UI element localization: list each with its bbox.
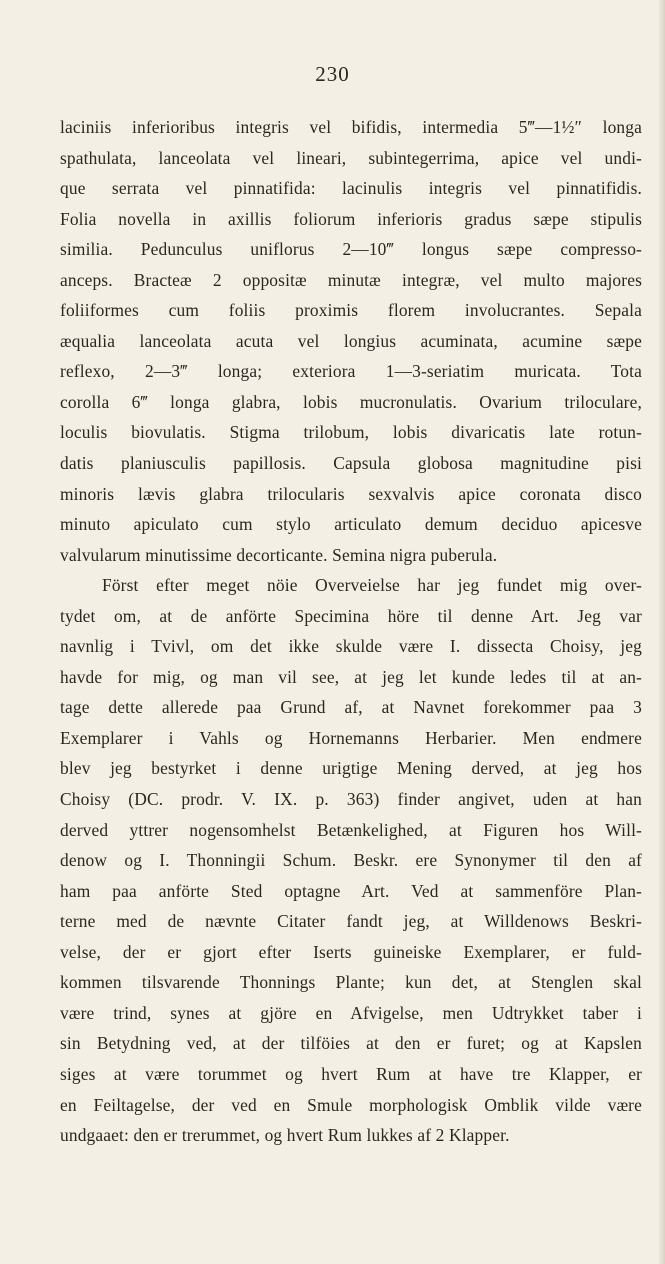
text-line: reflexo, 2—3‴ longa; exteriora 1—3-seriatim muricata. Tota bbox=[60, 361, 642, 382]
text-line: laciniis inferioribus integris vel bifidis, intermedia 5‴—1½″ longa bbox=[60, 117, 642, 137]
text-line: valvularum minutissime decorticante. Semina nigra puberula. bbox=[60, 544, 498, 565]
text-line: æqualia lanceolata acuta vel longius acuminata, acumine sæpe bbox=[60, 330, 642, 351]
text-line: minuto apiculato cum stylo articulato demum deciduo apicesve bbox=[60, 514, 642, 535]
text-line: Först efter meget nöie Overveielse har jeg fundet mig over- bbox=[102, 575, 642, 596]
text-line: Folia novella in axillis foliorum inferioris gradus sæpe stipulis bbox=[60, 208, 642, 229]
text-line: foliiformes cum foliis proximis florem involucrantes. Sepala bbox=[60, 300, 642, 321]
text-line: være trind, synes at gjöre en Afvigelse, men Udtrykket taber i bbox=[60, 1002, 642, 1023]
text-line: anceps. Bracteæ 2 oppositæ minutæ integræ, vel multo majores bbox=[60, 269, 642, 290]
text-line: tydet om, at de anförte Specimina höre til denne Art. Jeg var bbox=[60, 605, 642, 626]
latin-paragraph bbox=[60, 112, 642, 570]
text-line: spathulata, lanceolata vel lineari, subintegerrima, apice vel undi- bbox=[60, 147, 642, 168]
text-line: havde for mig, og man vil see, at jeg let kunde ledes til at an- bbox=[60, 666, 642, 687]
page-number: 230 bbox=[315, 62, 350, 86]
text-line: Choisy (DC. prodr. V. IX. p. 363) finder angivet, uden at han bbox=[60, 789, 642, 810]
text-line: corolla 6‴ longa glabra, lobis mucronulatis. Ovarium triloculare, bbox=[60, 391, 642, 412]
text-line: sin Betydning ved, at der tilföies at den er furet; og at Kapslen bbox=[60, 1033, 642, 1054]
danish-paragraph bbox=[60, 570, 642, 1150]
text-line: loculis biovulatis. Stigma trilobum, lobis divaricatis late rotun- bbox=[60, 422, 642, 443]
text-line: tage dette allerede paa Grund af, at Navnet forekommer paa 3 bbox=[60, 697, 642, 718]
text-line: datis planiusculis papillosis. Capsula globosa magnitudine pisi bbox=[60, 453, 642, 474]
text-line: siges at være torummet og hvert Rum at have tre Klapper, er bbox=[60, 1063, 642, 1084]
page-text bbox=[60, 112, 642, 1151]
text-line: minoris lævis glabra trilocularis sexvalvis apice coronata disco bbox=[60, 483, 642, 504]
text-line: que serrata vel pinnatifida: lacinulis integris vel pinnatifidis. bbox=[60, 178, 642, 199]
text-line: en Feiltagelse, der ved en Smule morphologisk Omblik vilde være bbox=[60, 1094, 642, 1115]
text-line: ham paa anförte Sted optagne Art. Ved at sammenföre Plan- bbox=[60, 880, 642, 901]
text-line: undgaaet: den er trerummet, og hvert Rum lukkes af 2 Klapper. bbox=[60, 1125, 510, 1146]
text-line: blev jeg bestyrket i denne urigtige Mening derved, at jeg hos bbox=[60, 758, 642, 779]
text-line: velse, der er gjort efter Iserts guineiske Exemplarer, er fuld- bbox=[60, 941, 642, 962]
text-line: navnlig i Tvivl, om det ikke skulde være I. dissecta Choisy, jeg bbox=[60, 636, 642, 657]
text-line: terne med de nævnte Citater fandt jeg, at Willdenows Beskri- bbox=[60, 911, 642, 932]
text-line: derved yttrer nogensomhelst Betænkelighed, at Figuren hos Will- bbox=[60, 819, 642, 840]
text-line: Exemplarer i Vahls og Hornemanns Herbarier. Men endmere bbox=[60, 727, 642, 748]
text-line: kommen tilsvarende Thonnings Plante; kun det, at Stenglen skal bbox=[60, 972, 642, 993]
text-line: denow og I. Thonningii Schum. Beskr. ere Synonymer til den af bbox=[60, 850, 642, 871]
page-edge bbox=[659, 0, 665, 1264]
text-line: similia. Pedunculus uniflorus 2—10‴ longus sæpe compresso- bbox=[60, 239, 642, 260]
